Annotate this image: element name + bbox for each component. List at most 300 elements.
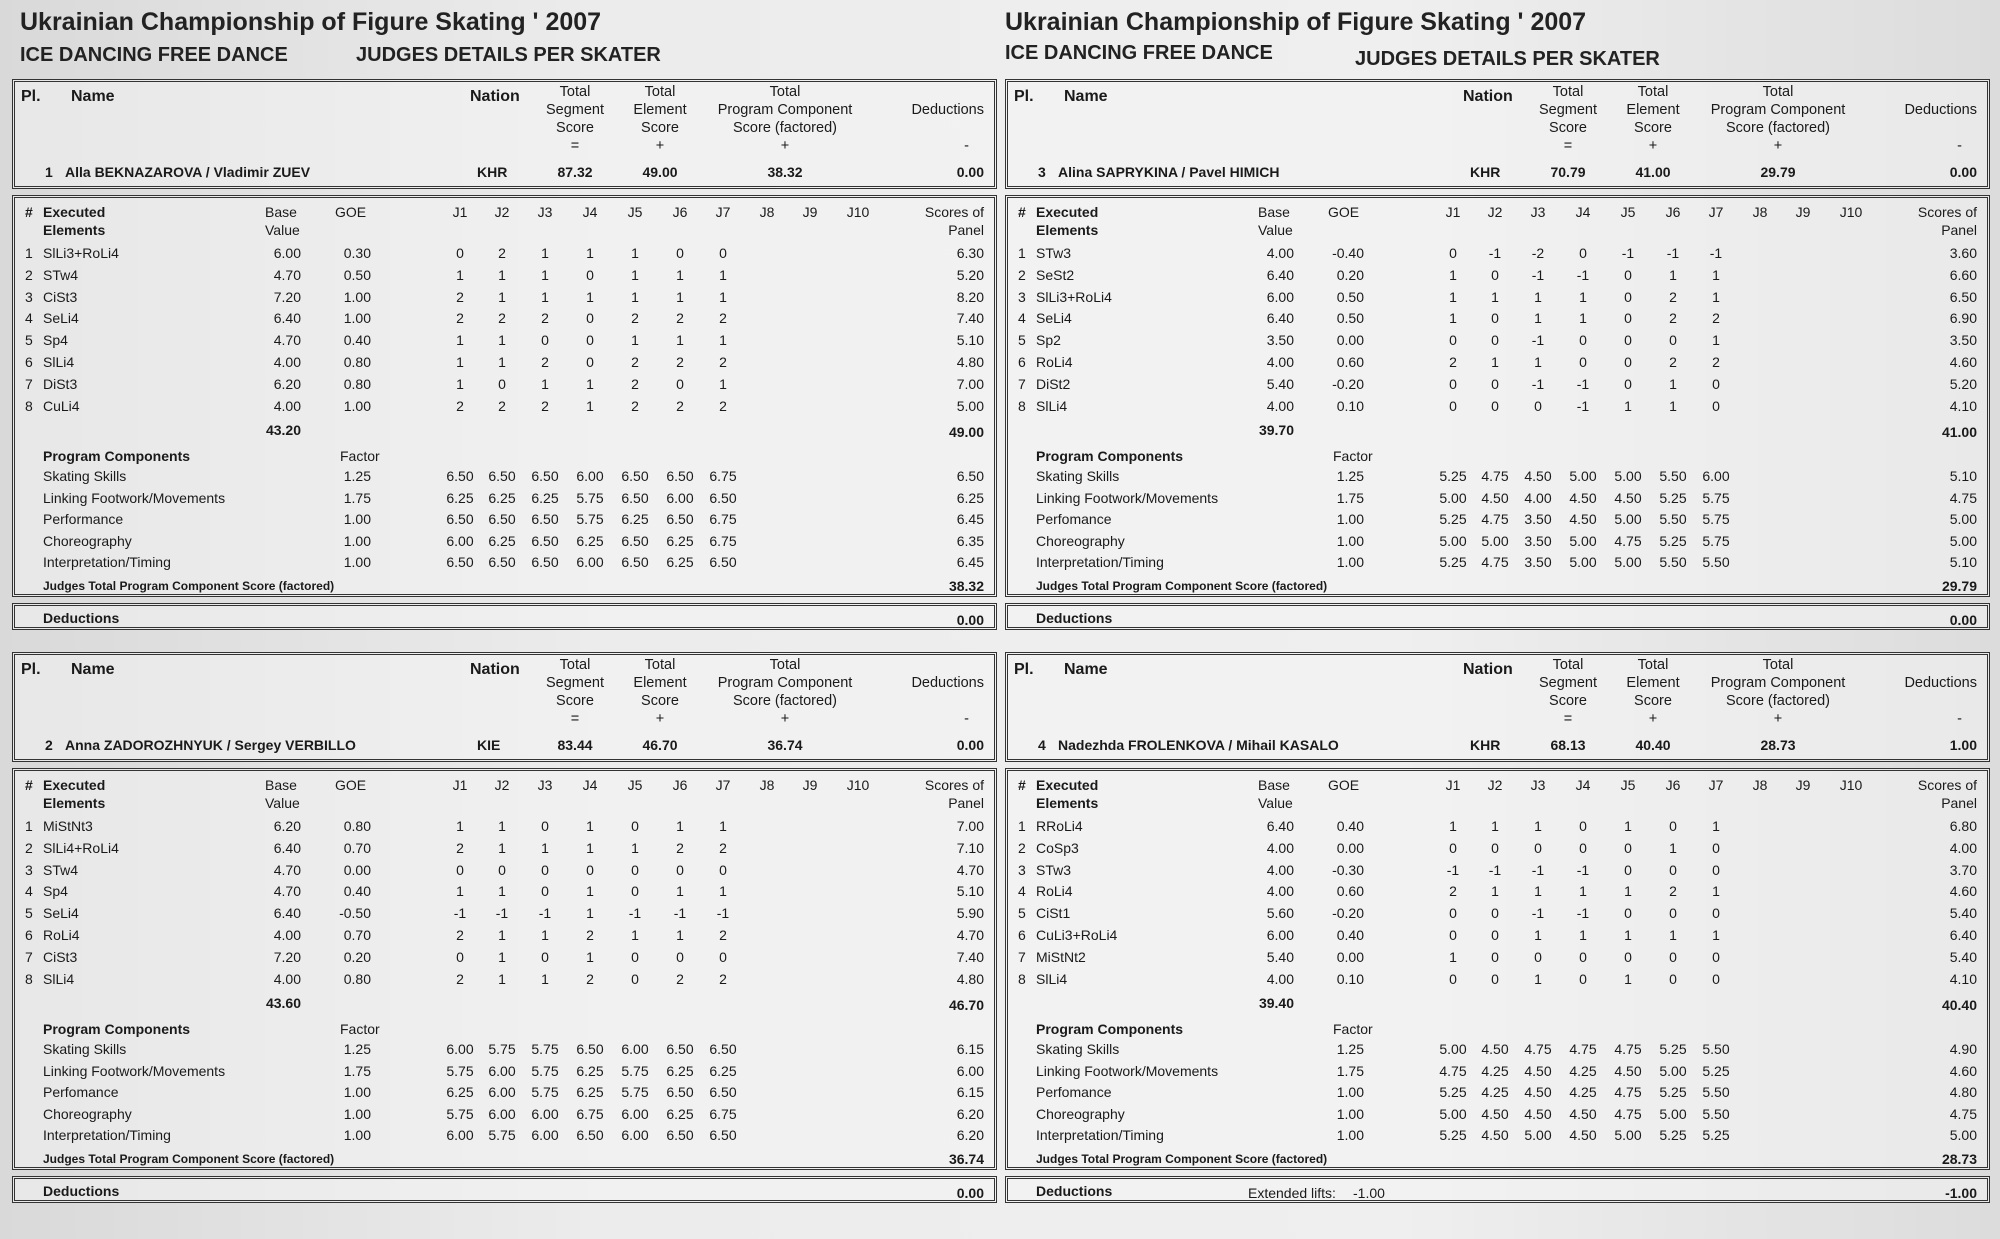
judge-mark: 5.25: [1439, 1127, 1467, 1143]
component-score: 6.35: [956, 532, 984, 549]
factor: 1.25: [1336, 1041, 1364, 1057]
element-name: SlLi4: [43, 970, 75, 987]
goe: 0.10: [1336, 970, 1364, 987]
rank: 4: [1038, 737, 1046, 753]
element-name: SeLi4: [1036, 310, 1072, 327]
judge-mark: 5.75: [1702, 489, 1730, 506]
tes-label: Score: [641, 693, 679, 709]
base-header: Base: [1258, 777, 1290, 793]
judge-mark: 5.25: [1659, 1084, 1687, 1100]
judge-score: 1: [1579, 310, 1587, 327]
judge-score: -2: [1531, 245, 1545, 261]
judge-score: 1: [1491, 354, 1499, 370]
judge-score: -1: [1576, 375, 1590, 392]
judge-score: 0: [1669, 905, 1677, 922]
judge-score: 2: [676, 354, 684, 370]
name-label: Name: [71, 661, 115, 678]
judge-mark: 6.50: [576, 1127, 604, 1143]
judge-score: 0: [1579, 948, 1587, 965]
panel-score: 4.10: [1949, 970, 1977, 987]
goe: 0.80: [343, 970, 371, 987]
judge-mark: 5.00: [1569, 532, 1597, 549]
nation-label: Nation: [470, 661, 520, 678]
judge-score: 0: [1669, 818, 1677, 834]
base-value: 4.00: [1266, 861, 1294, 878]
component-name: Choreography: [1036, 1105, 1125, 1122]
base-value: 4.00: [273, 970, 301, 987]
base-value-total: 39.40: [1258, 995, 1294, 1011]
judge-score: 1: [1712, 883, 1720, 900]
goe-header: GOE: [1328, 204, 1360, 220]
panel-score: 4.80: [956, 354, 984, 370]
name-label: Name: [71, 88, 115, 105]
judge-score: 2: [631, 397, 639, 414]
total-segment-score: 68.13: [1550, 737, 1586, 753]
judge-score: -1: [1666, 245, 1680, 261]
panel-score: 5.00: [956, 397, 984, 414]
judge-mark: 6.75: [576, 1105, 604, 1122]
component-score: 6.45: [956, 554, 984, 570]
judge-mark: 6.50: [666, 511, 694, 527]
judge-score: 1: [1491, 288, 1499, 305]
judge-score: 1: [498, 332, 506, 349]
goe: 0.60: [1336, 883, 1364, 900]
goe-header: GOE: [1328, 777, 1360, 793]
judge-mark: 4.75: [1481, 468, 1509, 484]
base-value: 6.40: [1266, 818, 1294, 834]
judge-score: 1: [1624, 397, 1632, 414]
judge-score: 0: [541, 948, 549, 965]
judge-header: J8: [759, 777, 775, 793]
panel-score: 4.10: [1949, 397, 1977, 414]
factor: 1.00: [1336, 554, 1364, 570]
judge-header: J3: [537, 777, 553, 793]
components-total: 29.79: [1941, 578, 1977, 594]
judge-mark: 5.00: [1569, 468, 1597, 484]
judge-score: 1: [631, 839, 639, 856]
judge-score: 0: [1579, 245, 1587, 261]
goe: 0.20: [1336, 266, 1364, 283]
judge-header: J1: [1445, 777, 1461, 793]
judge-score: 0: [1712, 397, 1720, 414]
judge-score: 0: [541, 818, 549, 834]
element-number: 4: [1018, 310, 1026, 327]
goe: 0.00: [1336, 839, 1364, 856]
judge-score: 1: [586, 948, 594, 965]
judge-score: 0: [631, 948, 639, 965]
base-header: Base: [265, 777, 297, 793]
judge-mark: 4.50: [1569, 511, 1597, 527]
goe: 0.80: [343, 354, 371, 370]
judge-header: J7: [1708, 777, 1724, 793]
skater-summary: [12, 79, 997, 189]
judge-score: 1: [1624, 818, 1632, 834]
tes-label: Score: [641, 120, 679, 136]
judge-header: J10: [846, 204, 870, 220]
base-value: 4.70: [273, 266, 301, 283]
judge-mark: 6.50: [709, 1041, 737, 1057]
judge-score: 0: [631, 883, 639, 900]
judge-mark: 5.00: [1439, 1041, 1467, 1057]
pcs-label: Program Component: [717, 102, 853, 118]
judge-score: 0: [1491, 332, 1499, 349]
judge-score: 1: [456, 818, 464, 834]
judge-mark: 5.75: [621, 1084, 649, 1100]
component-score: 6.25: [956, 489, 984, 506]
judge-mark: 6.50: [576, 1041, 604, 1057]
judge-score: -1: [1709, 245, 1723, 261]
factor-header: Factor: [340, 448, 380, 464]
goe: 0.00: [343, 861, 371, 878]
judge-mark: 4.75: [1481, 511, 1509, 527]
judge-score: 0: [586, 310, 594, 327]
judges-details-table: [12, 195, 997, 597]
judge-mark: 5.75: [446, 1062, 474, 1079]
judge-mark: 5.50: [1702, 554, 1730, 570]
component-name: Interpretation/Timing: [43, 554, 171, 570]
judge-mark: 5.75: [1702, 532, 1730, 549]
judge-mark: 6.50: [446, 554, 474, 570]
judge-score: 1: [586, 905, 594, 922]
judge-header: J8: [1752, 777, 1768, 793]
program-components-header: Program Components: [43, 1021, 191, 1037]
event-title: Ukrainian Championship of Figure Skating ' 2007: [20, 8, 602, 36]
base-value: 6.00: [1266, 288, 1294, 305]
tss-label: Segment: [545, 102, 605, 118]
judge-score: 0: [456, 948, 464, 965]
base-value: 6.40: [273, 905, 301, 922]
element-number: 5: [25, 905, 33, 922]
judge-mark: 4.50: [1481, 1041, 1509, 1057]
judge-header: J5: [627, 777, 643, 793]
judge-score: 0: [1449, 332, 1457, 349]
panel-score: 4.70: [956, 861, 984, 878]
judge-score: 1: [541, 375, 549, 392]
judge-score: 0: [631, 818, 639, 834]
panel-score: 6.80: [1949, 818, 1977, 834]
judges-details-table: [1005, 195, 1990, 597]
elements-header: Elements: [1036, 222, 1099, 238]
element-number: 7: [25, 948, 33, 965]
deductions-label: Deductions: [43, 610, 120, 626]
pcs-label: Total: [1762, 657, 1794, 673]
program-components-header: Program Components: [1036, 1021, 1184, 1037]
tss-label: Total: [1552, 657, 1584, 673]
factor: 1.00: [1336, 1105, 1364, 1122]
judge-score: 0: [1624, 375, 1632, 392]
event-title: Ukrainian Championship of Figure Skating ' 2007: [1005, 8, 1587, 36]
judge-score: 1: [541, 970, 549, 987]
program-components-header: Program Components: [43, 448, 191, 464]
judge-score: 0: [1491, 905, 1499, 922]
judge-score: 2: [719, 970, 727, 987]
component-name: Perfomance: [1036, 1084, 1112, 1100]
judge-score: 0: [1712, 375, 1720, 392]
element-number: 2: [25, 266, 33, 283]
judge-mark: 6.25: [621, 511, 649, 527]
factor: 1.75: [343, 489, 371, 506]
base-value: 6.00: [1266, 927, 1294, 943]
element-number: 5: [1018, 332, 1026, 349]
element-name: CiSt1: [1036, 905, 1071, 922]
component-name: Skating Skills: [43, 1041, 127, 1057]
element-number: 4: [25, 883, 33, 900]
component-score: 6.50: [956, 468, 984, 484]
goe: 0.70: [343, 839, 371, 856]
judge-score: 0: [1449, 375, 1457, 392]
component-score: 5.00: [1949, 1127, 1977, 1143]
judge-score: 0: [1624, 839, 1632, 856]
judge-score: -1: [1576, 861, 1590, 878]
judge-mark: 4.25: [1569, 1062, 1597, 1079]
judge-score: 1: [1449, 310, 1457, 327]
judge-mark: 6.50: [488, 554, 516, 570]
element-name: SlLi4: [43, 354, 75, 370]
element-name: RoLi4: [1036, 354, 1073, 370]
base-header: Base: [265, 204, 297, 220]
tss-label: =: [1563, 138, 1573, 154]
judge-mark: 4.50: [1524, 1084, 1552, 1100]
deduction-detail-value: -1.00: [1353, 1185, 1385, 1201]
component-name: Choreography: [43, 1105, 132, 1122]
base-value: 6.40: [1266, 266, 1294, 283]
element-number: 3: [25, 861, 33, 878]
judge-mark: 6.50: [709, 1084, 737, 1100]
judges-total-label: Judges Total Program Component Score (factored): [43, 1152, 335, 1166]
value-header: Value: [265, 795, 300, 811]
judge-header: J1: [1445, 204, 1461, 220]
judge-mark: 6.00: [488, 1084, 516, 1100]
judge-score: 0: [586, 861, 594, 878]
judge-score: 0: [541, 332, 549, 349]
judge-score: 1: [1579, 883, 1587, 900]
tes-label: Score: [1634, 693, 1672, 709]
judge-score: 1: [631, 927, 639, 943]
component-score: 6.15: [956, 1041, 984, 1057]
component-name: Choreography: [1036, 532, 1125, 549]
deductions-total: 0.00: [956, 612, 984, 628]
judge-score: 1: [1669, 266, 1677, 283]
base-value: 4.00: [273, 927, 301, 943]
judge-mark: 6.50: [531, 468, 559, 484]
judge-mark: 6.25: [488, 489, 516, 506]
judge-mark: 4.50: [1614, 489, 1642, 506]
pcs-label: +: [780, 138, 790, 154]
base-value: 6.20: [273, 375, 301, 392]
judge-score: 0: [1669, 948, 1677, 965]
judge-mark: 4.50: [1481, 489, 1509, 506]
judge-score: 2: [719, 839, 727, 856]
goe: 0.50: [1336, 310, 1364, 327]
judge-score: 1: [676, 288, 684, 305]
judge-score: 1: [498, 354, 506, 370]
judge-mark: 6.25: [576, 532, 604, 549]
judge-score: 1: [1579, 288, 1587, 305]
factor: 1.75: [343, 1062, 371, 1079]
judge-score: 1: [1449, 288, 1457, 305]
base-value: 7.20: [273, 948, 301, 965]
panel-header: Panel: [948, 222, 984, 238]
judge-score: 1: [1712, 266, 1720, 283]
deductions-sign: -: [1957, 711, 1962, 727]
judge-mark: 6.25: [446, 1084, 474, 1100]
panel-score: 4.80: [956, 970, 984, 987]
judge-score: 0: [719, 245, 727, 261]
total-element-score: 40.40: [1635, 737, 1671, 753]
judge-mark: 6.25: [709, 1062, 737, 1079]
element-number: 3: [1018, 861, 1026, 878]
base-value: 6.40: [1266, 310, 1294, 327]
component-name: Interpretation/Timing: [1036, 554, 1164, 570]
deductions-total: 0.00: [956, 1185, 984, 1201]
total-element-score: 41.00: [1635, 164, 1671, 180]
tss-label: Score: [556, 693, 594, 709]
judge-mark: 5.75: [576, 511, 604, 527]
elements-header: Elements: [43, 795, 106, 811]
judge-score: 1: [631, 288, 639, 305]
goe: -0.40: [1332, 245, 1364, 261]
deductions: 1.00: [1949, 737, 1977, 753]
judge-score: 0: [1579, 332, 1587, 349]
judge-score: 1: [1669, 397, 1677, 414]
judge-mark: 5.00: [1614, 468, 1642, 484]
judge-mark: 6.25: [531, 489, 559, 506]
judge-mark: 6.25: [666, 1062, 694, 1079]
judge-mark: 6.00: [666, 489, 694, 506]
judge-header: J7: [715, 204, 731, 220]
judge-mark: 6.00: [446, 1127, 474, 1143]
deductions-sign: -: [1957, 138, 1962, 154]
judge-mark: 5.75: [446, 1105, 474, 1122]
goe: 0.40: [343, 883, 371, 900]
judge-mark: 6.50: [621, 468, 649, 484]
judge-score: -1: [453, 905, 467, 922]
component-name: Perfomance: [43, 1084, 119, 1100]
judge-score: 1: [1712, 927, 1720, 943]
element-name: SlLi4+RoLi4: [43, 839, 119, 856]
judge-score: -1: [1531, 375, 1545, 392]
judge-header: J6: [672, 777, 688, 793]
judge-mark: 5.75: [488, 1041, 516, 1057]
judge-mark: 6.50: [488, 511, 516, 527]
components-total: 38.32: [948, 578, 984, 594]
judge-mark: 5.25: [1439, 468, 1467, 484]
skater-summary: [1005, 652, 1990, 762]
element-name: MiStNt2: [1036, 948, 1086, 965]
judge-mark: 6.00: [621, 1041, 649, 1057]
base-value: 4.00: [273, 354, 301, 370]
judge-score: 2: [456, 397, 464, 414]
judge-mark: 5.25: [1439, 1084, 1467, 1100]
panel-score: 5.20: [1949, 375, 1977, 392]
factor: 1.25: [343, 468, 371, 484]
component-name: Linking Footwork/Movements: [43, 1062, 226, 1079]
judge-mark: 3.50: [1524, 532, 1552, 549]
judge-header: J8: [759, 204, 775, 220]
judge-mark: 6.75: [709, 532, 737, 549]
judge-score: 1: [1491, 818, 1499, 834]
judge-score: 1: [1579, 927, 1587, 943]
goe: 0.80: [343, 375, 371, 392]
judge-mark: 5.00: [1614, 554, 1642, 570]
element-number: 8: [1018, 970, 1026, 987]
judge-score: 1: [586, 839, 594, 856]
component-score: 6.20: [956, 1127, 984, 1143]
scores-header: Scores of: [924, 204, 984, 220]
judge-score: 1: [541, 839, 549, 856]
judge-mark: 6.50: [621, 532, 649, 549]
total-element-score: 49.00: [642, 164, 678, 180]
judge-score: 1: [1712, 818, 1720, 834]
panel-score: 4.60: [1949, 354, 1977, 370]
judge-score: 0: [631, 970, 639, 987]
judge-score: 1: [719, 332, 727, 349]
judge-score: 2: [541, 354, 549, 370]
element-name: SeSt2: [1036, 266, 1075, 283]
judge-mark: 4.75: [1614, 1084, 1642, 1100]
judge-mark: 6.50: [709, 554, 737, 570]
judge-mark: 6.50: [621, 489, 649, 506]
deductions-row: [12, 1176, 997, 1203]
nation: KHR: [1470, 164, 1501, 180]
judge-mark: 5.00: [1614, 1127, 1642, 1143]
judge-header: J4: [1575, 777, 1591, 793]
component-score: 6.45: [956, 511, 984, 527]
judge-score: 1: [1534, 883, 1542, 900]
judge-score: 1: [586, 245, 594, 261]
element-name: Sp2: [1036, 332, 1061, 349]
judge-score: 2: [719, 397, 727, 414]
judge-score: 2: [676, 839, 684, 856]
judge-score: 2: [1449, 883, 1457, 900]
panel-score: 5.10: [956, 883, 984, 900]
goe-header: GOE: [335, 204, 367, 220]
rank: 2: [45, 737, 53, 753]
tss-label: Score: [556, 120, 594, 136]
judge-score: 1: [456, 375, 464, 392]
judge-mark: 5.75: [531, 1084, 559, 1100]
judge-score: 0: [1534, 839, 1542, 856]
goe: 0.40: [1336, 818, 1364, 834]
judges-details-table: [12, 768, 997, 1170]
judge-header: J7: [1708, 204, 1724, 220]
judge-score: 2: [456, 927, 464, 943]
judge-header: J4: [1575, 204, 1591, 220]
judge-mark: 5.00: [1439, 489, 1467, 506]
judge-mark: 5.00: [1659, 1105, 1687, 1122]
component-score: 5.00: [1949, 532, 1977, 549]
judge-score: 2: [541, 310, 549, 327]
panel-score: 7.00: [956, 818, 984, 834]
component-name: Interpretation/Timing: [43, 1127, 171, 1143]
judge-score: 2: [631, 310, 639, 327]
judge-mark: 4.00: [1524, 489, 1552, 506]
elements-header: Elements: [1036, 795, 1099, 811]
judge-score: 2: [586, 970, 594, 987]
judge-mark: 5.75: [531, 1041, 559, 1057]
judge-mark: 5.50: [1659, 468, 1687, 484]
judge-score: 0: [676, 861, 684, 878]
judge-mark: 5.25: [1659, 1041, 1687, 1057]
judge-score: 0: [1491, 927, 1499, 943]
pcs-label: Score (factored): [1726, 120, 1830, 136]
judge-score: 0: [1712, 905, 1720, 922]
tss-label: Total: [559, 84, 591, 100]
judge-score: 1: [586, 288, 594, 305]
judges-total-label: Judges Total Program Component Score (factored): [1036, 1152, 1328, 1166]
judge-mark: 6.50: [666, 468, 694, 484]
tes-label: +: [1648, 711, 1658, 727]
